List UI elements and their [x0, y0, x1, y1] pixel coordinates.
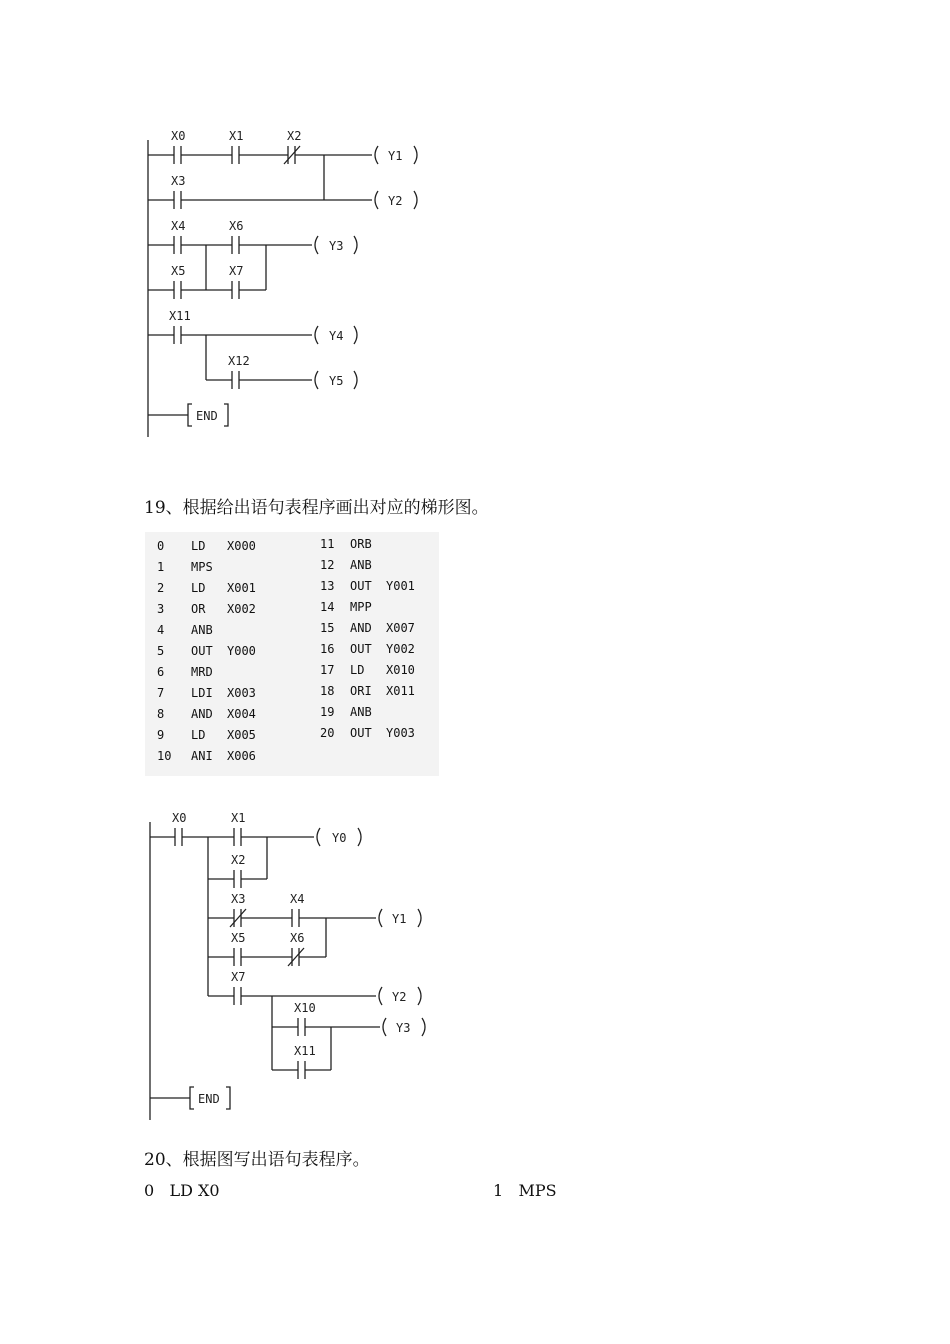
answer-line-left: 0 LD X0 [144, 1181, 220, 1200]
coil-y1 [375, 146, 417, 164]
contact-x3 [171, 174, 185, 209]
end-instruction [188, 404, 228, 426]
table-row: 15 AND X007 [320, 621, 415, 635]
svg-text:Y5: Y5 [329, 374, 344, 388]
table-row: 13 OUT Y001 [320, 579, 415, 593]
coil-y4 [315, 326, 357, 344]
ladder-diagram-1 [0, 0, 500, 450]
svg-text:X2: X2 [287, 129, 302, 143]
coil-y3 [315, 236, 357, 254]
svg-text:X1: X1 [231, 811, 246, 825]
svg-text:X3: X3 [171, 174, 186, 188]
coil-y1 [379, 909, 421, 927]
table-row: 9 LD X005 [157, 728, 256, 742]
svg-text:X5: X5 [171, 264, 186, 278]
table-row: 3 OR X002 [157, 602, 256, 616]
svg-text:X7: X7 [229, 264, 244, 278]
svg-text:X11: X11 [169, 309, 191, 323]
contact-x7 [231, 970, 245, 1005]
svg-text:X4: X4 [290, 892, 305, 906]
table-row: 19 ANB [320, 705, 372, 719]
svg-text:X6: X6 [229, 219, 244, 233]
ladder-diagram-2 [0, 790, 500, 1130]
svg-text:Y4: Y4 [329, 329, 344, 343]
contact-x2-nc [284, 129, 301, 164]
table-row: 0 LD X000 [157, 539, 256, 553]
table-row: 1 MPS [157, 560, 213, 574]
question-19-title: 19、根据给出语句表程序画出对应的梯形图。 [144, 498, 489, 518]
table-row: 14 MPP [320, 600, 372, 614]
svg-text:X3: X3 [231, 892, 246, 906]
svg-text:X0: X0 [172, 811, 187, 825]
contact-x1 [229, 129, 243, 164]
coil-y5 [315, 371, 357, 389]
statement-list-table [145, 532, 439, 776]
table-row: 8 AND X004 [157, 707, 256, 721]
svg-text:X10: X10 [294, 1001, 316, 1015]
contact-x6 [229, 219, 243, 254]
table-row: 20 OUT Y003 [320, 726, 415, 740]
table-row: 16 OUT Y002 [320, 642, 415, 656]
svg-text:Y3: Y3 [329, 239, 344, 253]
coil-y3 [383, 1018, 425, 1036]
contact-x3-nc [230, 892, 246, 927]
svg-text:X5: X5 [231, 931, 246, 945]
table-row: 4 ANB [157, 623, 213, 637]
table-row: 18 ORI X011 [320, 684, 415, 698]
question-20-title: 20、根据图写出语句表程序。 [144, 1150, 370, 1170]
svg-text:X6: X6 [290, 931, 305, 945]
contact-x4 [290, 892, 304, 927]
table-row: 12 ANB [320, 558, 372, 572]
table-row: 11 ORB [320, 537, 372, 551]
end-instruction [190, 1087, 230, 1109]
contact-x5 [231, 931, 245, 966]
svg-text:X12: X12 [228, 354, 250, 368]
svg-text:X0: X0 [171, 129, 186, 143]
answer-line-right: 1 MPS [493, 1181, 557, 1200]
coil-y2 [375, 191, 417, 209]
coil-y2 [379, 987, 421, 1005]
contact-x1 [231, 811, 245, 846]
contact-x0 [172, 811, 186, 846]
svg-text:X2: X2 [231, 853, 246, 867]
svg-text:X11: X11 [294, 1044, 316, 1058]
contact-x11-nc [294, 1044, 316, 1079]
table-row: 2 LD X001 [157, 581, 256, 595]
svg-text:X4: X4 [171, 219, 186, 233]
svg-text:X7: X7 [231, 970, 246, 984]
svg-text:Y2: Y2 [388, 194, 403, 208]
contact-x2 [231, 853, 245, 888]
contact-x12 [228, 354, 250, 389]
coil-y0 [317, 828, 361, 846]
table-row: 5 OUT Y000 [157, 644, 256, 658]
statement-list-left-column [157, 536, 275, 767]
table-row: 17 LD X010 [320, 663, 415, 677]
svg-text:END: END [198, 1092, 220, 1106]
svg-text:END: END [196, 409, 218, 423]
table-row: 10 ANI X006 [157, 749, 256, 763]
svg-text:X1: X1 [229, 129, 244, 143]
contact-x0 [171, 129, 185, 164]
svg-text:Y2: Y2 [392, 990, 407, 1004]
svg-text:Y3: Y3 [396, 1021, 411, 1035]
table-row: 7 LDI X003 [157, 686, 256, 700]
contact-x10 [294, 1001, 316, 1036]
svg-text:Y0: Y0 [332, 831, 347, 845]
table-row: 6 MRD [157, 665, 213, 679]
contact-x7 [229, 264, 243, 299]
contact-x6-nc [288, 931, 304, 966]
contact-x5 [171, 264, 185, 299]
statement-list-right-column [320, 534, 434, 744]
contact-x11 [169, 309, 191, 344]
svg-text:Y1: Y1 [388, 149, 403, 163]
svg-text:Y1: Y1 [392, 912, 407, 926]
contact-x4 [171, 219, 185, 254]
